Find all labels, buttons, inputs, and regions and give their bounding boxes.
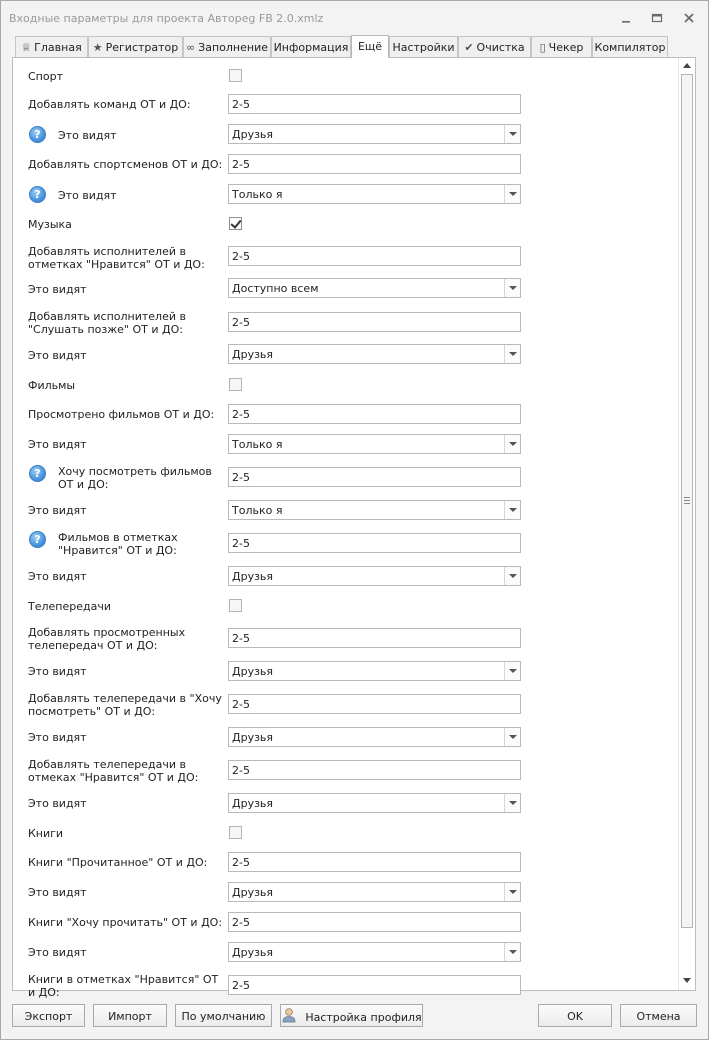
books-checkbox[interactable] [229,826,242,839]
chevron-down-icon [504,662,520,680]
chevron-down-icon [504,943,520,961]
tab-label: Ещё [357,40,383,53]
chevron-down-icon [504,125,520,143]
field-label: Это видят [28,946,87,959]
select-value: Только я [232,504,283,517]
tab-filling[interactable] [183,36,271,57]
field-label: Это видят [28,886,87,899]
read-books-range-input[interactable]: 2-5 [228,852,521,872]
read-books-visibility-select[interactable] [228,882,521,902]
sport-checkbox[interactable] [229,69,242,82]
select-value: Друзья [232,128,274,141]
chevron-down-icon [504,567,520,585]
field-label: Это видят [28,570,87,583]
tab-label: Главная [34,41,82,54]
scroll-thumb[interactable] [681,74,693,928]
teams-range-input[interactable]: 2-5 [228,94,521,114]
button-label: Экспорт [24,1010,73,1023]
button-label: По умолчанию [181,1010,266,1023]
profile-settings-button[interactable] [280,1004,423,1027]
tab-main[interactable] [15,36,88,57]
scroll-up-icon[interactable] [683,63,691,68]
field-label: Добавлять исполнителей в отметках "Нравится" ОТ и ДО: [28,245,205,271]
chevron-down-icon [504,794,520,812]
watched-tv-visibility-select[interactable] [228,661,521,681]
tab-compiler[interactable] [592,36,668,57]
tab-cleanup[interactable] [458,36,531,57]
cancel-button[interactable] [620,1004,697,1027]
grip-icon [684,497,690,504]
check-icon: ✔ [464,41,474,54]
button-label: OK [567,1010,583,1023]
artists-likes-visibility-select[interactable] [228,278,521,298]
movies-checkbox[interactable] [229,378,242,391]
select-value: Только я [232,438,283,451]
user-profile-icon [281,1007,297,1026]
help-icon[interactable]: ? [29,126,46,143]
field-label: Добавлять просмотренных телепередач ОТ и ДО: [28,626,186,652]
phone-icon: ▯ [539,41,546,54]
ok-button[interactable] [538,1004,612,1027]
field-label: Книги в отметках "Нравится" ОТ и ДО: [28,973,219,999]
liked-movies-range-input[interactable]: 2-5 [228,533,521,553]
settings-list [13,58,679,999]
field-label: Добавлять телепередачи в отмеках "Нравится" ОТ и ДО: [28,758,199,784]
help-icon[interactable]: ? [29,186,46,203]
field-label: Это видят [58,189,117,202]
select-value: Только я [232,188,283,201]
tab-label: Информация [273,41,349,54]
field-label: Добавлять телепередачи в "Хочу посмотреть" ОТ и ДО: [28,692,222,718]
teams-visibility-select[interactable] [228,124,521,144]
select-value: Друзья [232,946,274,959]
watched-movies-range-input[interactable]: 2-5 [228,404,521,424]
field-label: Добавлять исполнителей в "Слушать позже" ОТ и ДО: [28,310,186,336]
liked-tv-visibility-select[interactable] [228,793,521,813]
title-bar [1,1,708,34]
select-value: Друзья [232,797,274,810]
liked-tv-range-input[interactable]: 2-5 [228,760,521,780]
athletes-range-input[interactable]: 2-5 [228,154,521,174]
import-button[interactable] [93,1004,167,1027]
field-label: Книги "Хочу прочитать" ОТ и ДО: [28,916,223,929]
chevron-down-icon [504,435,520,453]
watched-movies-visibility-select[interactable] [228,434,521,454]
scroll-down-icon[interactable] [683,978,691,983]
music-checkbox[interactable] [229,217,242,230]
field-label: Это видят [28,283,87,296]
want-movies-range-input[interactable]: 2-5 [228,467,521,487]
chevron-down-icon [504,883,520,901]
watched-tv-range-input[interactable]: 2-5 [228,628,521,648]
field-label: Это видят [28,665,87,678]
tab-more[interactable] [351,35,389,58]
artists-likes-range-input[interactable]: 2-5 [228,246,521,266]
want-movies-visibility-select[interactable] [228,500,521,520]
help-icon[interactable]: ? [29,531,46,548]
liked-books-range-input[interactable]: 2-5 [228,975,521,995]
field-label: Это видят [28,797,87,810]
tab-information[interactable] [271,36,351,57]
field-label: Это видят [28,438,87,451]
button-label: Настройка профиля [305,1011,422,1024]
chevron-down-icon [504,501,520,519]
tab-label: Компилятор [594,41,666,54]
field-label: Книги "Прочитанное" ОТ и ДО: [28,856,208,869]
field-label: Это видят [28,349,87,362]
home-icon: ♕ [21,41,32,54]
button-label: Отмена [636,1010,681,1023]
chevron-down-icon [504,345,520,363]
section-label-movies: Фильмы [28,379,76,392]
chevron-down-icon [504,185,520,203]
tab-label: Настройки [392,41,455,54]
athletes-visibility-select[interactable] [228,184,521,204]
tab-panel [12,57,696,999]
star-icon: ★ [92,41,103,54]
chevron-down-icon [504,728,520,746]
liked-movies-visibility-select[interactable] [228,566,521,586]
tab-label: Регистратор [105,41,179,54]
section-label-tv: Телепередачи [28,600,111,613]
field-label: Это видят [28,731,87,744]
help-icon[interactable]: ? [29,465,46,482]
section-label-books: Книги [28,827,64,840]
field-label: Это видят [28,504,87,517]
section-label-music: Музыка [28,218,72,231]
want-tv-visibility-select[interactable] [228,727,521,747]
infinity-icon: ∞ [186,41,196,54]
tv-checkbox[interactable] [229,599,242,612]
select-value: Друзья [232,570,274,583]
field-label: Просмотрено фильмов ОТ и ДО: [28,408,215,421]
section-label-sport: Спорт [28,70,63,83]
minimize-icon[interactable] [619,11,633,25]
chevron-down-icon [504,279,520,297]
restore-icon[interactable] [650,11,664,25]
field-label: Фильмов в отметках "Нравится" ОТ и ДО: [58,531,178,557]
want-books-range-input[interactable]: 2-5 [228,912,521,932]
tab-checker[interactable] [531,36,592,57]
tab-settings[interactable] [389,36,458,57]
select-value: Друзья [232,348,274,361]
field-label: Хочу посмотреть фильмов ОТ и ДО: [58,465,212,491]
tab-label: Очистка [476,41,525,54]
artists-later-visibility-select[interactable] [228,344,521,364]
select-value: Доступно всем [232,282,319,295]
field-label: Добавлять спортсменов ОТ и ДО: [28,158,223,171]
export-button[interactable] [12,1004,85,1027]
vertical-scrollbar[interactable] [678,58,695,990]
window-title: Входные параметры для проекта Автореg FB 2.0.xmlz [9,12,324,25]
tab-label: Заполнение [198,41,268,54]
button-label: Импорт [108,1010,152,1023]
want-books-visibility-select[interactable] [228,942,521,962]
tab-label: Чекер [548,41,584,54]
want-tv-range-input[interactable]: 2-5 [228,694,521,714]
select-value: Друзья [232,665,274,678]
select-value: Друзья [232,731,274,744]
field-label: Добавлять команд ОТ и ДО: [28,98,191,111]
select-value: Друзья [232,886,274,899]
artists-later-range-input[interactable]: 2-5 [228,312,521,332]
close-icon[interactable] [682,11,696,25]
defaults-button[interactable] [175,1004,272,1027]
field-label: Это видят [58,129,117,142]
tab-registrar[interactable] [88,36,183,57]
